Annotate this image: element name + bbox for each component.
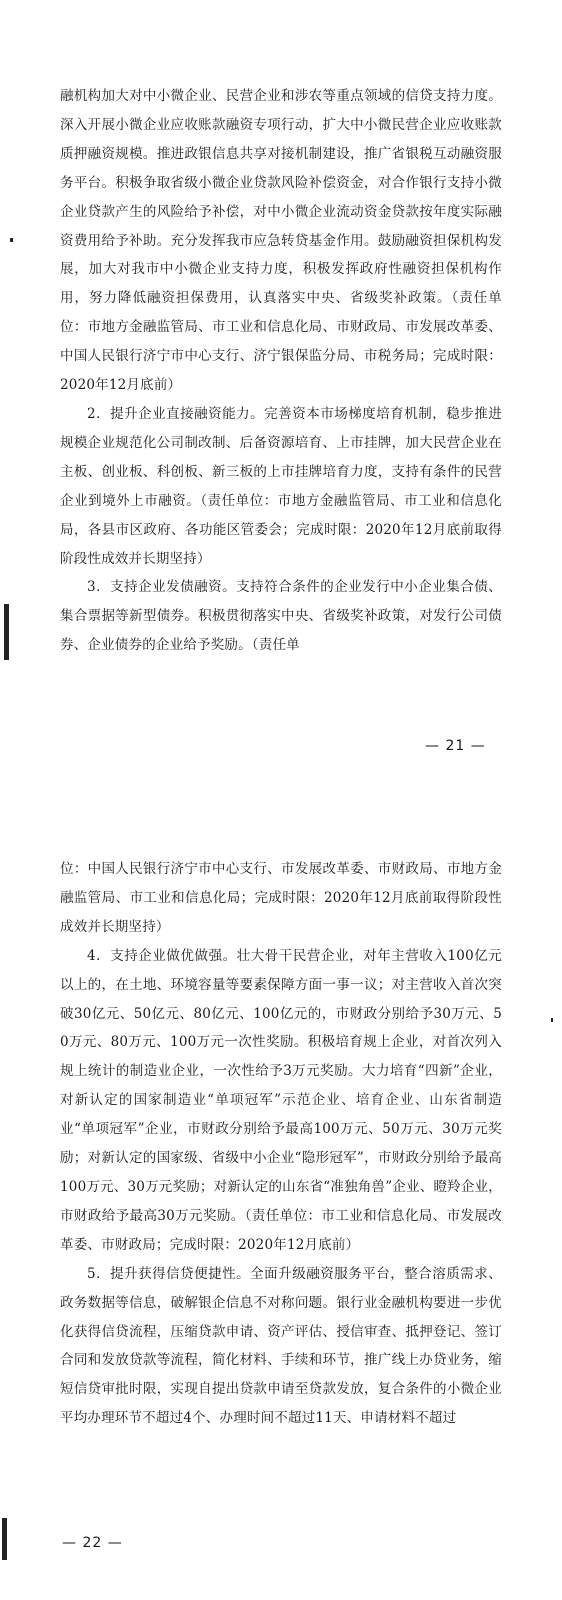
paragraph-direct-financing: 2．提升企业直接融资能力。完善资本市场梯度培育机制，稳步推进规模企业规范化公司制改制、后备资源培育、上市挂牌，加大民营企业在主板、创业板、科创板、新三板的上市挂牌培育力度，支持有条件的民营企业到境外上市融资。（责任单位：市地方金融监管局、市工业和信息化局，各县市区政府、各功能区管委会；完成时限：2020年12月底前取得阶段性成效并长期坚持） [60, 405, 502, 567]
paragraph-financing-support: 融机构加大对中小微企业、民营企业和涉农等重点领域的信贷支持力度。深入开展小微企业应收账款融资专项行动，扩大中小微民营企业应收账款质押融资规模。推进政银信息共享对接机制建设，推广省银税互动融资服务平台。积极争取省级小微企业贷款风险补偿资金，对合作银行支持小微企业贷款产生的风险给予补偿，对中小微企业流动资金贷款按年度实际融资费用给予补助。充分发挥我市应急转贷基金作用。鼓励融资担保机构发展，加大对我市中小微企业支持力度，积极发挥政府性融资担保机构作用，努力降低融资担保费用，认真落实中央、省级奖补政策。（责任单位：市地方金融监管局、市工业和信息化局、市财政局、市发展改革委、中国人民银行济宁市中心支行、济宁银保监分局、市税务局；完成时限：2020年12月底前） [60, 88, 502, 394]
paragraph-credit-convenience: 5．提升获得信贷便捷性。全面升级融资服务平台，整合溶质需求、政务数据等信息，破解银企信息不对称问题。银行业金融机构要进一步优化获得信贷流程，压缩贷款申请、资产评估、授信审查、抵押登记、签订合同和发放贷款等流程，简化材料、手续和环节，推广线上办贷业务，缩短信贷审批时限，实现自提出贷款申请至贷款发放，复合条件的小微企业平均办理环节不超过4个、办理时间不超过11天、申请材料不超过 [60, 1265, 502, 1427]
scan-mark [10, 238, 13, 242]
scan-mark [2, 1518, 7, 1560]
page-number: — 21 — [425, 738, 486, 754]
paragraph-bond-financing: 3．支持企业发债融资。支持符合条件的企业发行中小企业集合债、集合票据等新型债券。积极贯彻落实中央、省级奖补政策，对发行公司债券、企业债券的企业给予奖励。（责任单 [60, 579, 502, 654]
document-page-22 [0, 800, 562, 1600]
page-22-body [60, 855, 502, 1433]
page-number: — 22 — [62, 1535, 123, 1551]
paragraph-responsible-units: 位：中国人民银行济宁市中心支行、市发展改革委、市财政局、市地方金融监管局、市工业和信息化局；完成时限：2020年12月底前取得阶段性成效并长期坚持） [60, 861, 502, 935]
scan-mark [551, 1018, 553, 1022]
page-21-body [60, 82, 502, 660]
paragraph-enterprise-growth: 4．支持企业做优做强。壮大骨干民营企业，对年主营收入100亿元以上的，在土地、环境容量等要素保障方面一事一议；对主营收入首次突破30亿元、50亿元、80亿元、100亿元的，市财政分别给予30万元、50万元、80万元、100万元一次性奖励。积极培育规上企业，对首次列入规上统计的制造业企业，一次性给予3万元奖励。大力培育“四新”企业，对新认定的国家制造业“单项冠军”示范企业、培育企业、山东省制造业“单项冠军”企业，市财政分别给予最高100万元、50万元、30万元奖励；对新认定的国家级、省级中小企业“隐形冠军”，市财政分别给予最高100万元、30万元奖励；对新认定的山东省“准独角兽”企业、瞪羚企业，市财政给予最高30万元奖励。（责任单位：市工业和信息化局、市发展改革委、市财政局；完成时限：2020年12月底前） [60, 947, 502, 1253]
scan-mark [4, 604, 9, 660]
